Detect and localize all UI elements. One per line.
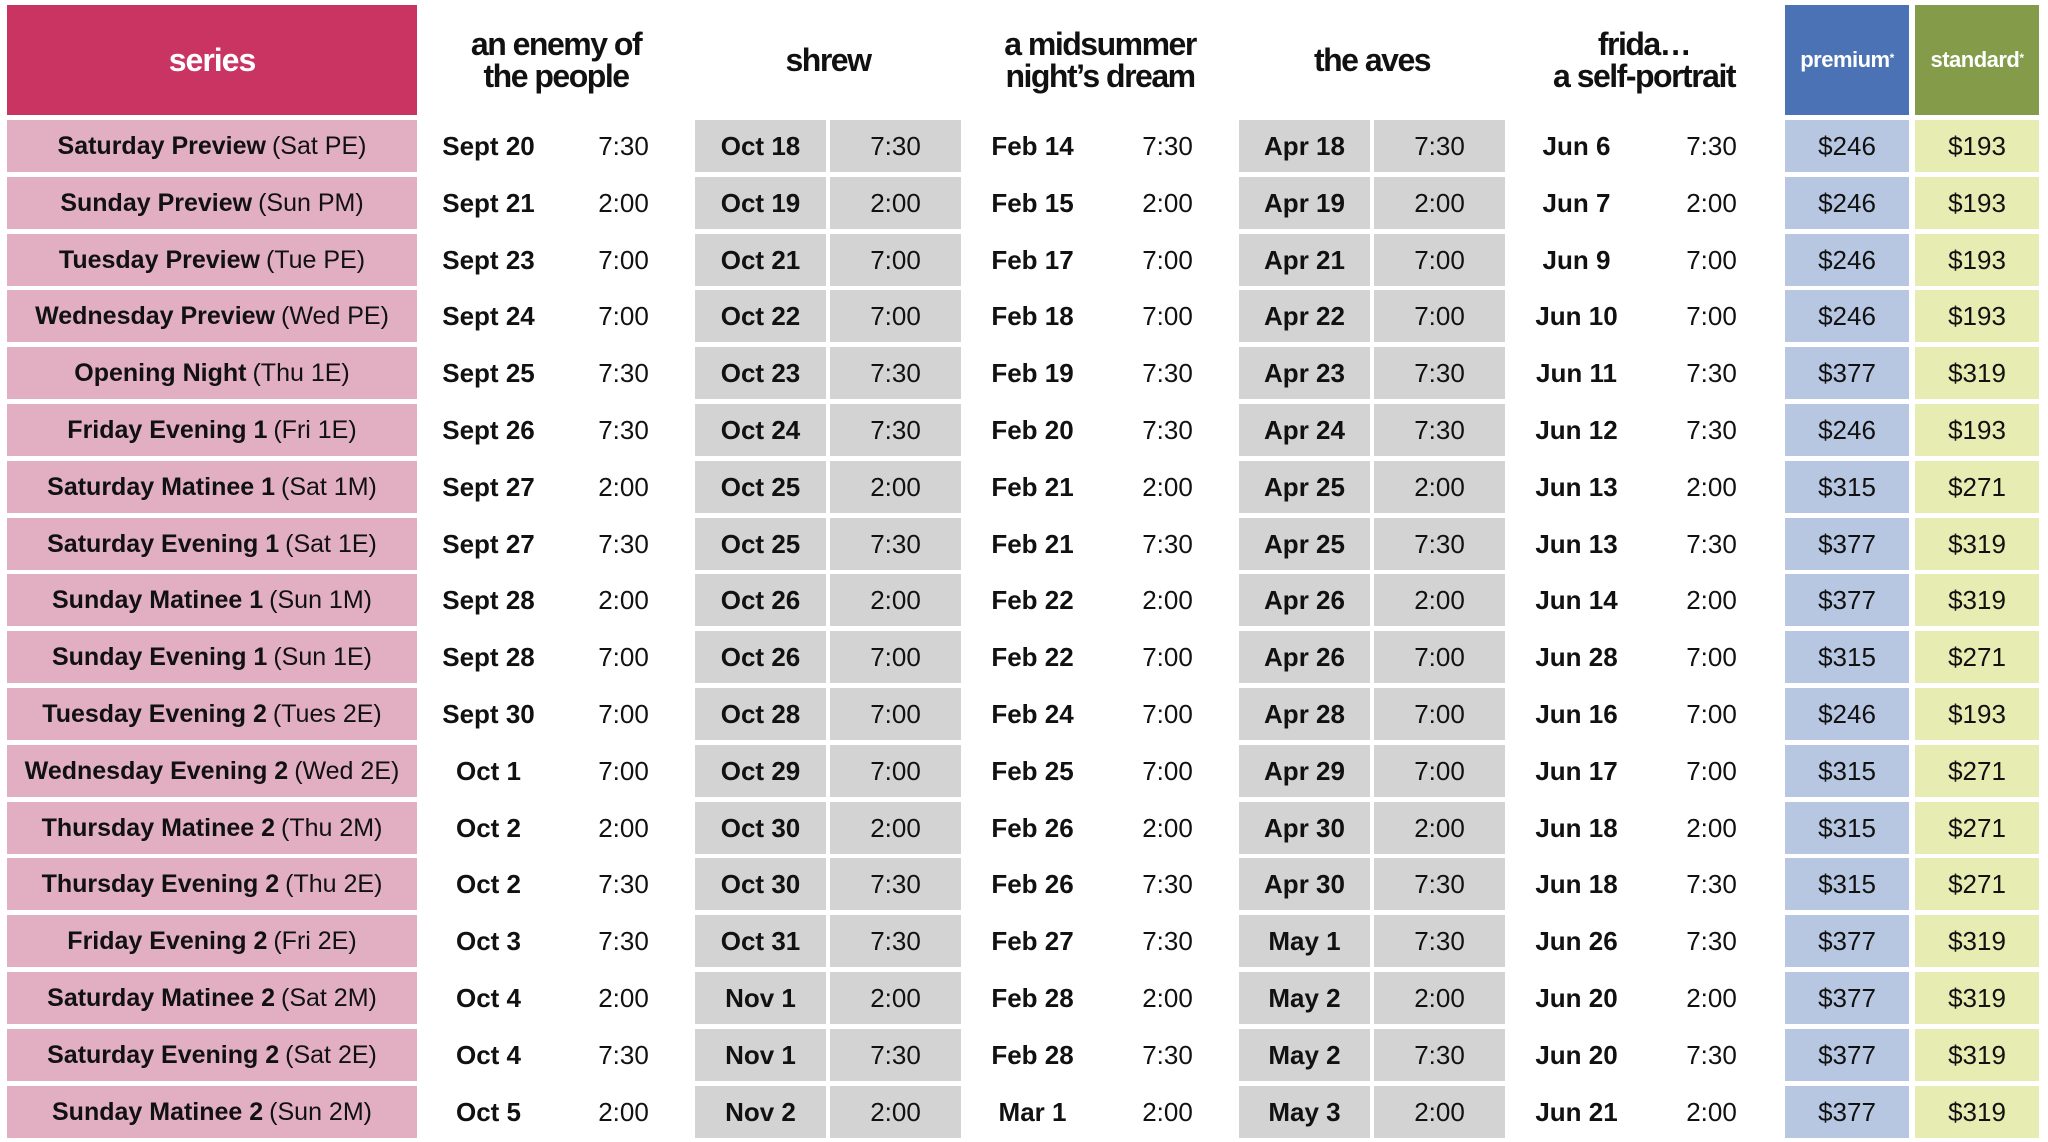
performance-date: Sept 25: [442, 357, 535, 388]
performance-date: Jun 13: [1535, 528, 1618, 559]
performance-time: 2:00: [830, 972, 961, 1024]
series-code: (Sat 2E): [285, 1040, 377, 1069]
performance-time: 2:00: [1686, 1096, 1737, 1127]
series-code: (Sat 2M): [281, 983, 377, 1012]
premium-price: $377: [1785, 915, 1909, 967]
standard-price: $319: [1915, 915, 2039, 967]
performance-date: Jun 13: [1535, 471, 1618, 502]
performance-time: 7:30: [830, 915, 961, 967]
header-show-5: [1511, 5, 1777, 115]
series-code: (Sat PE): [271, 131, 367, 160]
performance-date: Jun 7: [1542, 187, 1611, 218]
performance-time: 7:00: [1374, 688, 1505, 740]
performance-date: Feb 14: [991, 130, 1074, 161]
performance-time: 7:30: [1686, 357, 1737, 388]
series-row-label: [7, 688, 417, 740]
performance-time: 7:30: [830, 120, 961, 172]
series-code: (Sun 1M): [269, 585, 372, 614]
performance-time: 2:00: [830, 461, 961, 513]
performance-time: 2:00: [1686, 584, 1737, 615]
performance-date: Feb 20: [991, 414, 1074, 445]
header-premium: premium *: [1785, 5, 1909, 115]
performance-time: 2:00: [830, 574, 961, 626]
performance-date: Jun 16: [1535, 698, 1618, 729]
performance-time: 2:00: [1142, 471, 1193, 502]
performance-date: Oct 21: [695, 234, 826, 286]
series-row-label: [7, 972, 417, 1024]
series-name: Opening Night: [74, 358, 247, 387]
performance-time: 2:00: [598, 471, 649, 502]
performance-date: Apr 21: [1239, 234, 1370, 286]
performance-date: Jun 9: [1542, 244, 1611, 275]
performance-date: Feb 22: [991, 641, 1074, 672]
series-row-label: [7, 234, 417, 286]
performance-time: 2:00: [1374, 972, 1505, 1024]
series-code: (Sun PM): [258, 188, 364, 217]
performance-time: 7:30: [1686, 1039, 1737, 1070]
series-code: (Fri 1E): [273, 415, 357, 444]
standard-price: $319: [1915, 972, 2039, 1024]
premium-price: $246: [1785, 290, 1909, 342]
performance-time: 7:30: [598, 1039, 649, 1070]
performance-time: 2:00: [1374, 1086, 1505, 1138]
performance-time: 7:00: [1686, 300, 1737, 331]
premium-price: $315: [1785, 461, 1909, 513]
performance-time: 7:30: [1374, 120, 1505, 172]
show-title-line1: an enemy of: [470, 26, 642, 62]
performance-date: Nov 1: [695, 1029, 826, 1081]
performance-time: 7:00: [598, 300, 649, 331]
performance-time: 2:00: [1142, 1096, 1193, 1127]
standard-price: $319: [1915, 518, 2039, 570]
performance-date: Oct 4: [455, 1039, 522, 1070]
performance-date: Sept 27: [442, 471, 535, 502]
performance-time: 7:00: [598, 698, 649, 729]
performance-date: Apr 18: [1239, 120, 1370, 172]
performance-date: Sept 27: [442, 528, 535, 559]
header-standard: standard *: [1915, 5, 2039, 115]
performance-time: 2:00: [830, 177, 961, 229]
performance-date: Sept 24: [442, 300, 535, 331]
premium-price: $246: [1785, 404, 1909, 456]
performance-time: 7:30: [830, 347, 961, 399]
series-name: Friday Evening 2: [67, 926, 268, 955]
performance-time: 2:00: [1142, 187, 1193, 218]
performance-time: 2:00: [598, 982, 649, 1013]
series-name: Tuesday Preview: [58, 245, 260, 274]
performance-date: Apr 23: [1239, 347, 1370, 399]
performance-date: Sept 23: [442, 244, 535, 275]
performance-time: 7:00: [830, 631, 961, 683]
performance-date: Feb 22: [991, 584, 1074, 615]
performance-date: Oct 29: [695, 745, 826, 797]
performance-date: Oct 25: [695, 461, 826, 513]
series-code: (Thu 2M): [281, 813, 383, 842]
performance-time: 7:30: [598, 925, 649, 956]
performance-date: Oct 26: [695, 631, 826, 683]
premium-price: $377: [1785, 518, 1909, 570]
performance-time: 7:00: [830, 688, 961, 740]
performance-date: Sept 30: [442, 698, 535, 729]
performance-time: 2:00: [1686, 471, 1737, 502]
performance-date: Oct 26: [695, 574, 826, 626]
performance-time: 7:30: [598, 414, 649, 445]
performance-time: 7:30: [830, 518, 961, 570]
header-show-2: [695, 5, 961, 115]
performance-date: Jun 20: [1535, 982, 1618, 1013]
performance-date: Jun 17: [1535, 755, 1618, 786]
performance-time: 2:00: [1374, 802, 1505, 854]
performance-time: 7:00: [598, 244, 649, 275]
performance-date: Oct 4: [455, 982, 522, 1013]
performance-time: 7:00: [830, 745, 961, 797]
performance-time: 7:30: [1142, 357, 1193, 388]
performance-date: May 1: [1239, 915, 1370, 967]
series-row-label: [7, 858, 417, 910]
performance-date: Feb 21: [991, 471, 1074, 502]
premium-price: $377: [1785, 1086, 1909, 1138]
performance-time: 7:00: [1686, 244, 1737, 275]
performance-time: 2:00: [1142, 584, 1193, 615]
performance-time: 2:00: [1142, 812, 1193, 843]
performance-time: 7:30: [830, 1029, 961, 1081]
series-name: Saturday Evening 1: [47, 529, 280, 558]
series-name: Tuesday Evening 2: [42, 699, 267, 728]
standard-price: $271: [1915, 802, 2039, 854]
performance-time: 7:00: [1142, 755, 1193, 786]
performance-date: Oct 30: [695, 802, 826, 854]
premium-price: $246: [1785, 688, 1909, 740]
series-name: Sunday Preview: [60, 188, 253, 217]
standard-price: $271: [1915, 631, 2039, 683]
performance-time: 7:00: [598, 641, 649, 672]
performance-time: 7:30: [1686, 130, 1737, 161]
performance-date: Feb 26: [991, 868, 1074, 899]
performance-time: 2:00: [598, 584, 649, 615]
series-row-label: [7, 404, 417, 456]
performance-time: 7:00: [1142, 300, 1193, 331]
header-show-1: [423, 5, 689, 115]
series-code: (Fri 2E): [273, 926, 357, 955]
performance-date: Nov 1: [695, 972, 826, 1024]
performance-date: Feb 21: [991, 528, 1074, 559]
series-row-label: [7, 574, 417, 626]
performance-date: Apr 30: [1239, 802, 1370, 854]
series-name: Thursday Matinee 2: [41, 813, 275, 842]
performance-date: Mar 1: [998, 1096, 1067, 1127]
performance-time: 7:30: [1374, 1029, 1505, 1081]
performance-date: May 3: [1239, 1086, 1370, 1138]
series-name: Saturday Preview: [57, 131, 266, 160]
performance-date: Sept 26: [442, 414, 535, 445]
standard-price: $271: [1915, 745, 2039, 797]
series-row-label: [7, 1086, 417, 1138]
performance-time: 7:00: [830, 234, 961, 286]
series-row-label: [7, 177, 417, 229]
series-code: (Thu 1E): [252, 358, 350, 387]
performance-time: 7:30: [1142, 925, 1193, 956]
series-row-label: [7, 461, 417, 513]
performance-date: May 2: [1239, 972, 1370, 1024]
performance-time: 7:00: [1142, 698, 1193, 729]
performance-date: Jun 14: [1535, 584, 1618, 615]
performance-time: 7:00: [1374, 745, 1505, 797]
performance-date: Oct 2: [455, 868, 522, 899]
series-name: Sunday Evening 1: [51, 642, 268, 671]
performance-time: 7:30: [598, 130, 649, 161]
standard-price: $319: [1915, 347, 2039, 399]
performance-date: Oct 2: [455, 812, 522, 843]
performance-time: 7:00: [598, 755, 649, 786]
standard-price: $271: [1915, 461, 2039, 513]
series-code: (Tue PE): [265, 245, 366, 274]
performance-date: Sept 28: [442, 584, 535, 615]
performance-time: 7:00: [1686, 755, 1737, 786]
standard-price: $319: [1915, 1086, 2039, 1138]
performance-date: Apr 25: [1239, 461, 1370, 513]
performance-date: Oct 22: [695, 290, 826, 342]
series-name: Wednesday Evening 2: [24, 756, 289, 785]
series-code: (Sat 1M): [281, 472, 377, 501]
series-code: (Tues 2E): [272, 699, 382, 728]
premium-price: $246: [1785, 234, 1909, 286]
performance-date: Jun 18: [1535, 812, 1618, 843]
series-row-label: [7, 802, 417, 854]
performance-time: 7:00: [830, 290, 961, 342]
performance-time: 7:30: [1142, 130, 1193, 161]
performance-date: Jun 18: [1535, 868, 1618, 899]
performance-time: 7:30: [1686, 528, 1737, 559]
performance-date: Oct 18: [695, 120, 826, 172]
series-name: Sunday Matinee 1: [52, 585, 264, 614]
performance-date: Apr 24: [1239, 404, 1370, 456]
series-row-label: [7, 290, 417, 342]
performance-date: Feb 18: [991, 300, 1074, 331]
performance-date: Jun 21: [1535, 1096, 1618, 1127]
performance-date: Oct 31: [695, 915, 826, 967]
series-name: Saturday Matinee 1: [47, 472, 275, 501]
performance-date: Apr 30: [1239, 858, 1370, 910]
series-code: (Sat 1E): [285, 529, 377, 558]
performance-date: Feb 24: [991, 698, 1074, 729]
show-title-line2: a self-portrait: [1553, 58, 1735, 94]
performance-date: Apr 19: [1239, 177, 1370, 229]
show-title-line1: a midsummer: [1004, 26, 1196, 62]
performance-date: Nov 2: [695, 1086, 826, 1138]
performance-time: 2:00: [1374, 574, 1505, 626]
performance-date: Oct 25: [695, 518, 826, 570]
series-row-label: [7, 1029, 417, 1081]
performance-date: Oct 23: [695, 347, 826, 399]
performance-time: 7:00: [1142, 641, 1193, 672]
premium-price: $315: [1785, 745, 1909, 797]
performance-date: Jun 10: [1535, 300, 1618, 331]
premium-price: $377: [1785, 972, 1909, 1024]
performance-date: Feb 28: [991, 1039, 1074, 1070]
performance-time: 7:30: [598, 528, 649, 559]
header-show-4: [1239, 5, 1505, 115]
performance-date: Sept 20: [442, 130, 535, 161]
performance-time: 2:00: [1686, 982, 1737, 1013]
performance-date: Apr 25: [1239, 518, 1370, 570]
performance-date: Feb 17: [991, 244, 1074, 275]
series-code: (Wed PE): [281, 301, 389, 330]
premium-price: $315: [1785, 858, 1909, 910]
performance-date: Oct 5: [455, 1096, 522, 1127]
performance-date: Feb 27: [991, 925, 1074, 956]
performance-date: Oct 30: [695, 858, 826, 910]
series-row-label: [7, 915, 417, 967]
performance-time: 7:30: [1142, 528, 1193, 559]
standard-price: $271: [1915, 858, 2039, 910]
performance-date: Oct 3: [455, 925, 522, 956]
series-row-label: [7, 518, 417, 570]
performance-time: 7:30: [1374, 915, 1505, 967]
show-title-line1: the aves: [1313, 42, 1431, 78]
premium-price: $377: [1785, 1029, 1909, 1081]
performance-date: Jun 12: [1535, 414, 1618, 445]
performance-time: 2:00: [1686, 812, 1737, 843]
series-code: (Thu 2E): [285, 869, 383, 898]
performance-time: 7:30: [830, 404, 961, 456]
performance-date: Jun 11: [1536, 357, 1617, 388]
performance-time: 7:30: [1686, 868, 1737, 899]
performance-date: Jun 6: [1542, 130, 1611, 161]
performance-time: 7:30: [830, 858, 961, 910]
performance-date: Feb 25: [991, 755, 1074, 786]
show-title-line1: shrew: [785, 42, 871, 78]
performance-date: Oct 19: [695, 177, 826, 229]
standard-price: $193: [1915, 688, 2039, 740]
performance-time: 2:00: [1374, 461, 1505, 513]
performance-date: Oct 24: [695, 404, 826, 456]
performance-time: 7:30: [1374, 858, 1505, 910]
series-code: (Wed 2E): [294, 756, 400, 785]
performance-time: 7:30: [1686, 925, 1737, 956]
performance-time: 7:30: [1374, 404, 1505, 456]
performance-time: 2:00: [830, 802, 961, 854]
performance-date: May 2: [1239, 1029, 1370, 1081]
performance-date: Apr 26: [1239, 631, 1370, 683]
performance-date: Apr 29: [1239, 745, 1370, 797]
series-name: Thursday Evening 2: [41, 869, 280, 898]
performance-date: Jun 26: [1535, 925, 1618, 956]
performance-time: 2:00: [1374, 177, 1505, 229]
performance-time: 7:00: [1374, 631, 1505, 683]
header-show-3: [967, 5, 1233, 115]
performance-date: Sept 28: [442, 641, 535, 672]
performance-time: 7:00: [1374, 234, 1505, 286]
series-code: (Sun 1E): [273, 642, 372, 671]
performance-date: Feb 28: [991, 982, 1074, 1013]
premium-price: $377: [1785, 574, 1909, 626]
performance-date: Sept 21: [442, 187, 535, 218]
series-row-label: [7, 745, 417, 797]
performance-date: Apr 22: [1239, 290, 1370, 342]
standard-price: $319: [1915, 1029, 2039, 1081]
premium-price: $377: [1785, 347, 1909, 399]
performance-date: Apr 28: [1239, 688, 1370, 740]
series-code: (Sun 2M): [269, 1097, 372, 1126]
performance-time: 7:30: [1142, 414, 1193, 445]
performance-time: 7:30: [1142, 868, 1193, 899]
standard-price: $193: [1915, 234, 2039, 286]
performance-date: Oct 28: [695, 688, 826, 740]
show-title-line1: frida…: [1597, 26, 1691, 62]
series-name: Friday Evening 1: [67, 415, 268, 444]
premium-price: $315: [1785, 802, 1909, 854]
performance-date: Jun 20: [1535, 1039, 1618, 1070]
performance-date: Apr 26: [1239, 574, 1370, 626]
premium-price: $315: [1785, 631, 1909, 683]
performance-date: Feb 19: [991, 357, 1074, 388]
performance-time: 7:30: [1686, 414, 1737, 445]
performance-time: 7:00: [1686, 641, 1737, 672]
performance-time: 7:30: [1374, 518, 1505, 570]
header-series: series: [7, 5, 417, 115]
performance-time: 2:00: [1686, 187, 1737, 218]
performance-time: 7:00: [1142, 244, 1193, 275]
series-name: Saturday Evening 2: [47, 1040, 280, 1069]
series-row-label: [7, 631, 417, 683]
series-row-label: [7, 120, 417, 172]
performance-time: 7:00: [1374, 290, 1505, 342]
performance-time: 2:00: [830, 1086, 961, 1138]
performance-date: Jun 28: [1535, 641, 1618, 672]
standard-price: $319: [1915, 574, 2039, 626]
performance-time: 7:00: [1686, 698, 1737, 729]
standard-price: $193: [1915, 120, 2039, 172]
performance-date: Feb 15: [991, 187, 1074, 218]
performance-time: 7:30: [598, 357, 649, 388]
performance-time: 7:30: [1142, 1039, 1193, 1070]
performance-time: 7:30: [1374, 347, 1505, 399]
standard-price: $193: [1915, 290, 2039, 342]
premium-price: $246: [1785, 177, 1909, 229]
performance-date: Feb 26: [991, 812, 1074, 843]
show-title-line2: the people: [483, 58, 629, 94]
performance-time: 2:00: [598, 187, 649, 218]
performance-time: 2:00: [1142, 982, 1193, 1013]
performance-time: 7:30: [598, 868, 649, 899]
series-name: Wednesday Preview: [35, 301, 276, 330]
series-row-label: [7, 347, 417, 399]
premium-price: $246: [1785, 120, 1909, 172]
show-title-line2: night’s dream: [1005, 58, 1195, 94]
performance-time: 2:00: [598, 812, 649, 843]
series-name: Saturday Matinee 2: [47, 983, 275, 1012]
performance-time: 2:00: [598, 1096, 649, 1127]
performance-date: Oct 1: [455, 755, 522, 786]
series-name: Sunday Matinee 2: [52, 1097, 264, 1126]
standard-price: $193: [1915, 177, 2039, 229]
standard-price: $193: [1915, 404, 2039, 456]
